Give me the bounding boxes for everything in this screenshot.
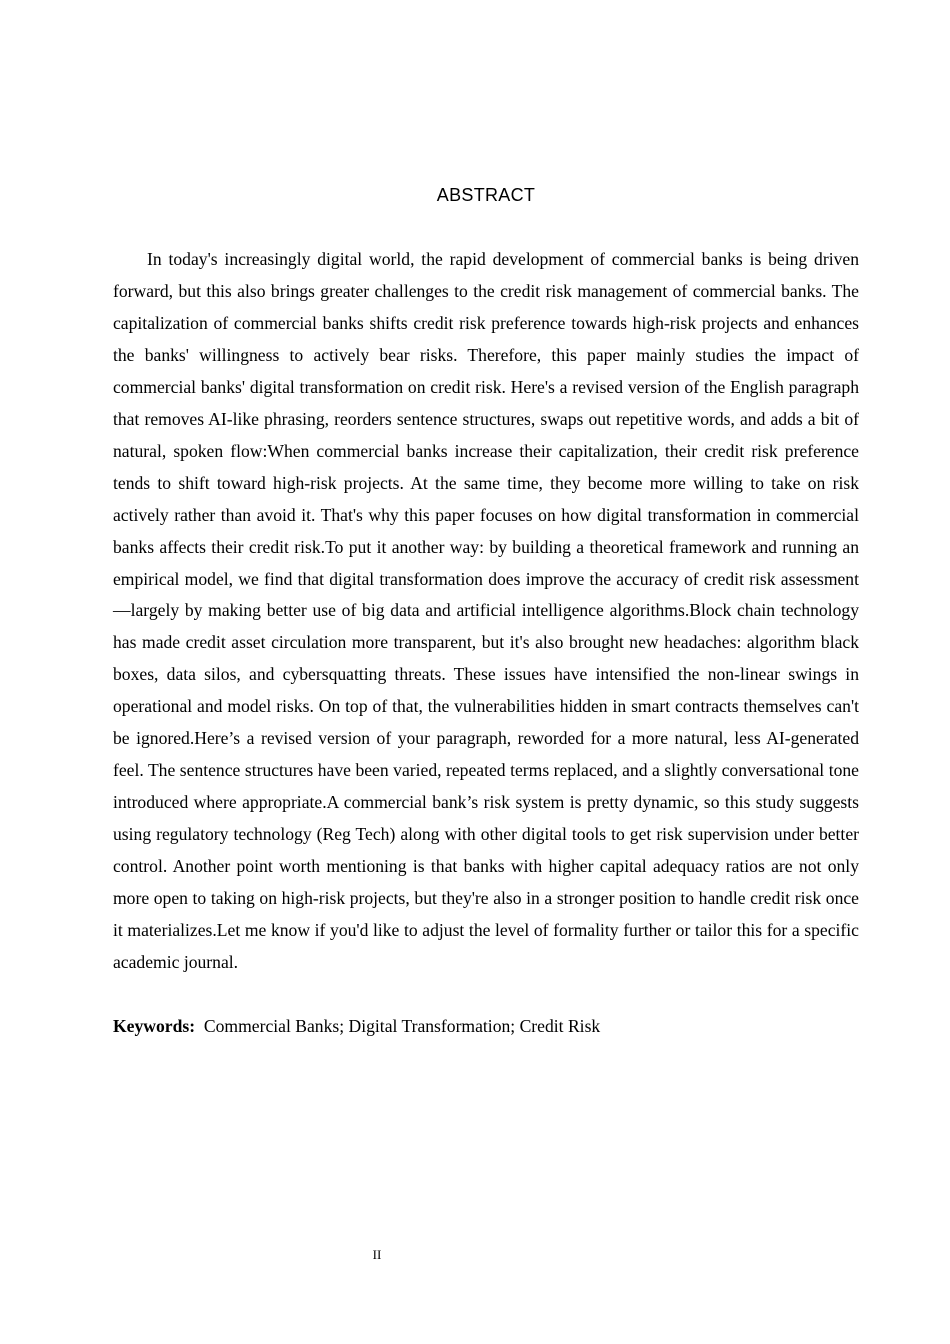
keywords-line: [113, 1010, 859, 1042]
keywords-list: Commercial Banks; Digital Transformation; Credit Risk: [203, 1016, 601, 1036]
page-number: II: [372, 1247, 382, 1262]
abstract-heading: ABSTRACT: [436, 185, 536, 205]
keywords-label: Keywords:: [113, 1016, 196, 1036]
abstract-paragraph: In today's increasingly digital world, the rapid development of commercial banks is being driven forward, but this also brings greater challenges to the credit risk management of commercial banks. The capitalization of commercial banks shifts credit risk preference towards high-risk projects and enhances the banks' willingness to actively bear risks. Therefore, this paper mainly studies the impact of commercial banks' digital transformation on credit risk. Here's a revised version of the English paragraph that removes AI-like phrasing, reorders sentence structures, swaps out repetitive words, and adds a bit of natural, spoken flow:When commercial banks increase their capitalization, their credit risk preference tends to shift toward high-risk projects. At the same time, they become more willing to take on risk actively rather than avoid it. That's why this paper focuses on how digital transformation in commercial banks affects their credit risk.To put it another way: by building a theoretical framework and running an empirical model, we find that digital transformation does improve the accuracy of credit risk assessment—largely by making better use of big data and artificial intelligence algorithms.Block chain technology has made credit asset circulation more transparent, but it's also brought new headaches: algorithm black boxes, data silos, and cybersquatting threats. These issues have intensified the non-linear swings in operational and model risks. On top of that, the vulnerabilities hidden in smart contracts themselves can't be ignored.Here’s a revised version of your paragraph, reworded for a more natural, less AI-generated feel. The sentence structures have been varied, repeated terms replaced, and a slightly conversational tone introduced where appropriate.A commercial bank’s risk system is pretty dynamic, so this study suggests using regulatory technology (Reg Tech) along with other digital tools to get risk supervision under better control. Another point worth mentioning is that banks with higher capital adequacy ratios are not only more open to taking on high-risk projects, but they're also in a stronger position to handle credit risk once it materializes.Let me know if you'd like to adjust the level of formality further or tailor this for a specific academic journal.: [113, 249, 859, 972]
